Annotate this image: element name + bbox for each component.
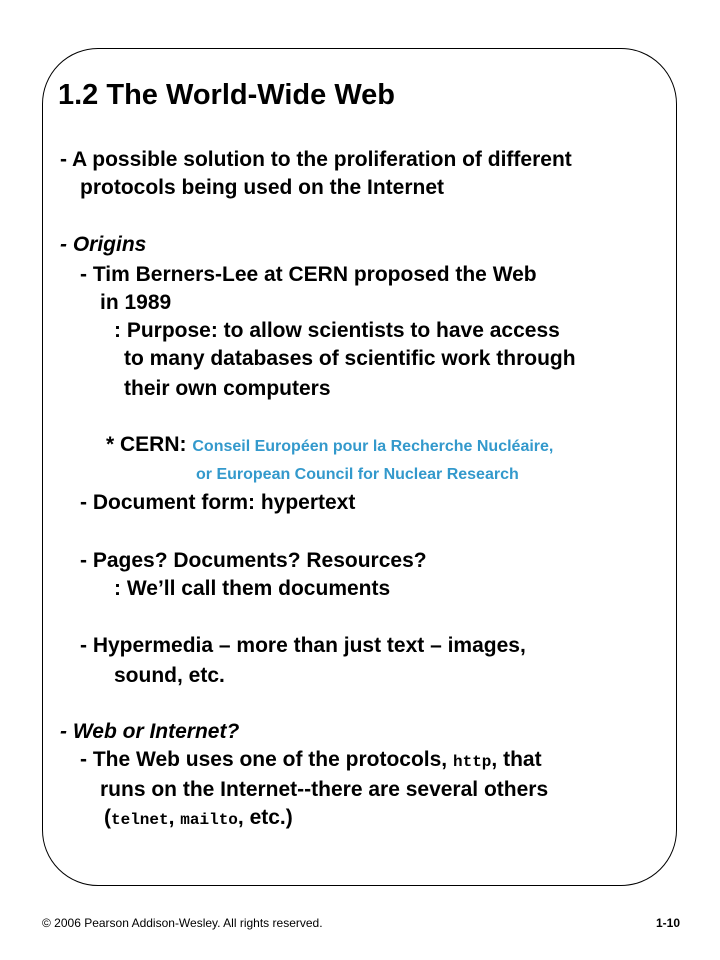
text-fragment: , etc.) (237, 806, 293, 829)
cern-label: * CERN: (106, 433, 187, 456)
text-line: : Purpose: to allow scientists to have access (114, 319, 560, 342)
text-line: sound, etc. (114, 664, 225, 687)
text-fragment: , (168, 806, 175, 829)
text-line: - Pages? Documents? Resources? (80, 549, 427, 572)
cern-french-name: Conseil Européen pour la Recherche Nucléaire, (192, 438, 554, 455)
telnet-code: telnet (111, 811, 169, 829)
slide-title: 1.2 The World-Wide Web (58, 79, 396, 111)
text-fragment: - The Web uses one of the protocols, (80, 748, 448, 771)
text-line: - A possible solution to the proliferation of different (60, 148, 572, 171)
text-line: their own computers (124, 377, 331, 400)
text-line: runs on the Internet--there are several others (100, 778, 549, 801)
cern-note (106, 432, 553, 460)
text-fragment: ( (104, 806, 111, 829)
cern-english-name: or European Council for Nuclear Research (196, 466, 519, 483)
text-line: - Tim Berners-Lee at CERN proposed the Web (80, 263, 537, 286)
web-or-internet-heading: - Web or Internet? (60, 720, 240, 743)
text-line (80, 747, 542, 775)
text-line: protocols being used on the Internet (80, 176, 445, 199)
origins-heading: - Origins (60, 233, 147, 256)
text-line: to many databases of scientific work through (124, 347, 576, 370)
copyright: © 2006 Pearson Addison-Wesley. All rights reserved. (42, 916, 323, 930)
text-line: : We’ll call them documents (114, 577, 391, 600)
text-line (104, 805, 293, 833)
mailto-code: mailto (180, 811, 238, 829)
text-fragment: , that (491, 748, 542, 771)
text-line: - Hypermedia – more than just text – images, (80, 634, 526, 657)
text-line: in 1989 (100, 291, 172, 314)
http-code: http (453, 753, 492, 771)
page-number: 1-10 (655, 916, 680, 930)
text-line: - Document form: hypertext (80, 491, 356, 514)
